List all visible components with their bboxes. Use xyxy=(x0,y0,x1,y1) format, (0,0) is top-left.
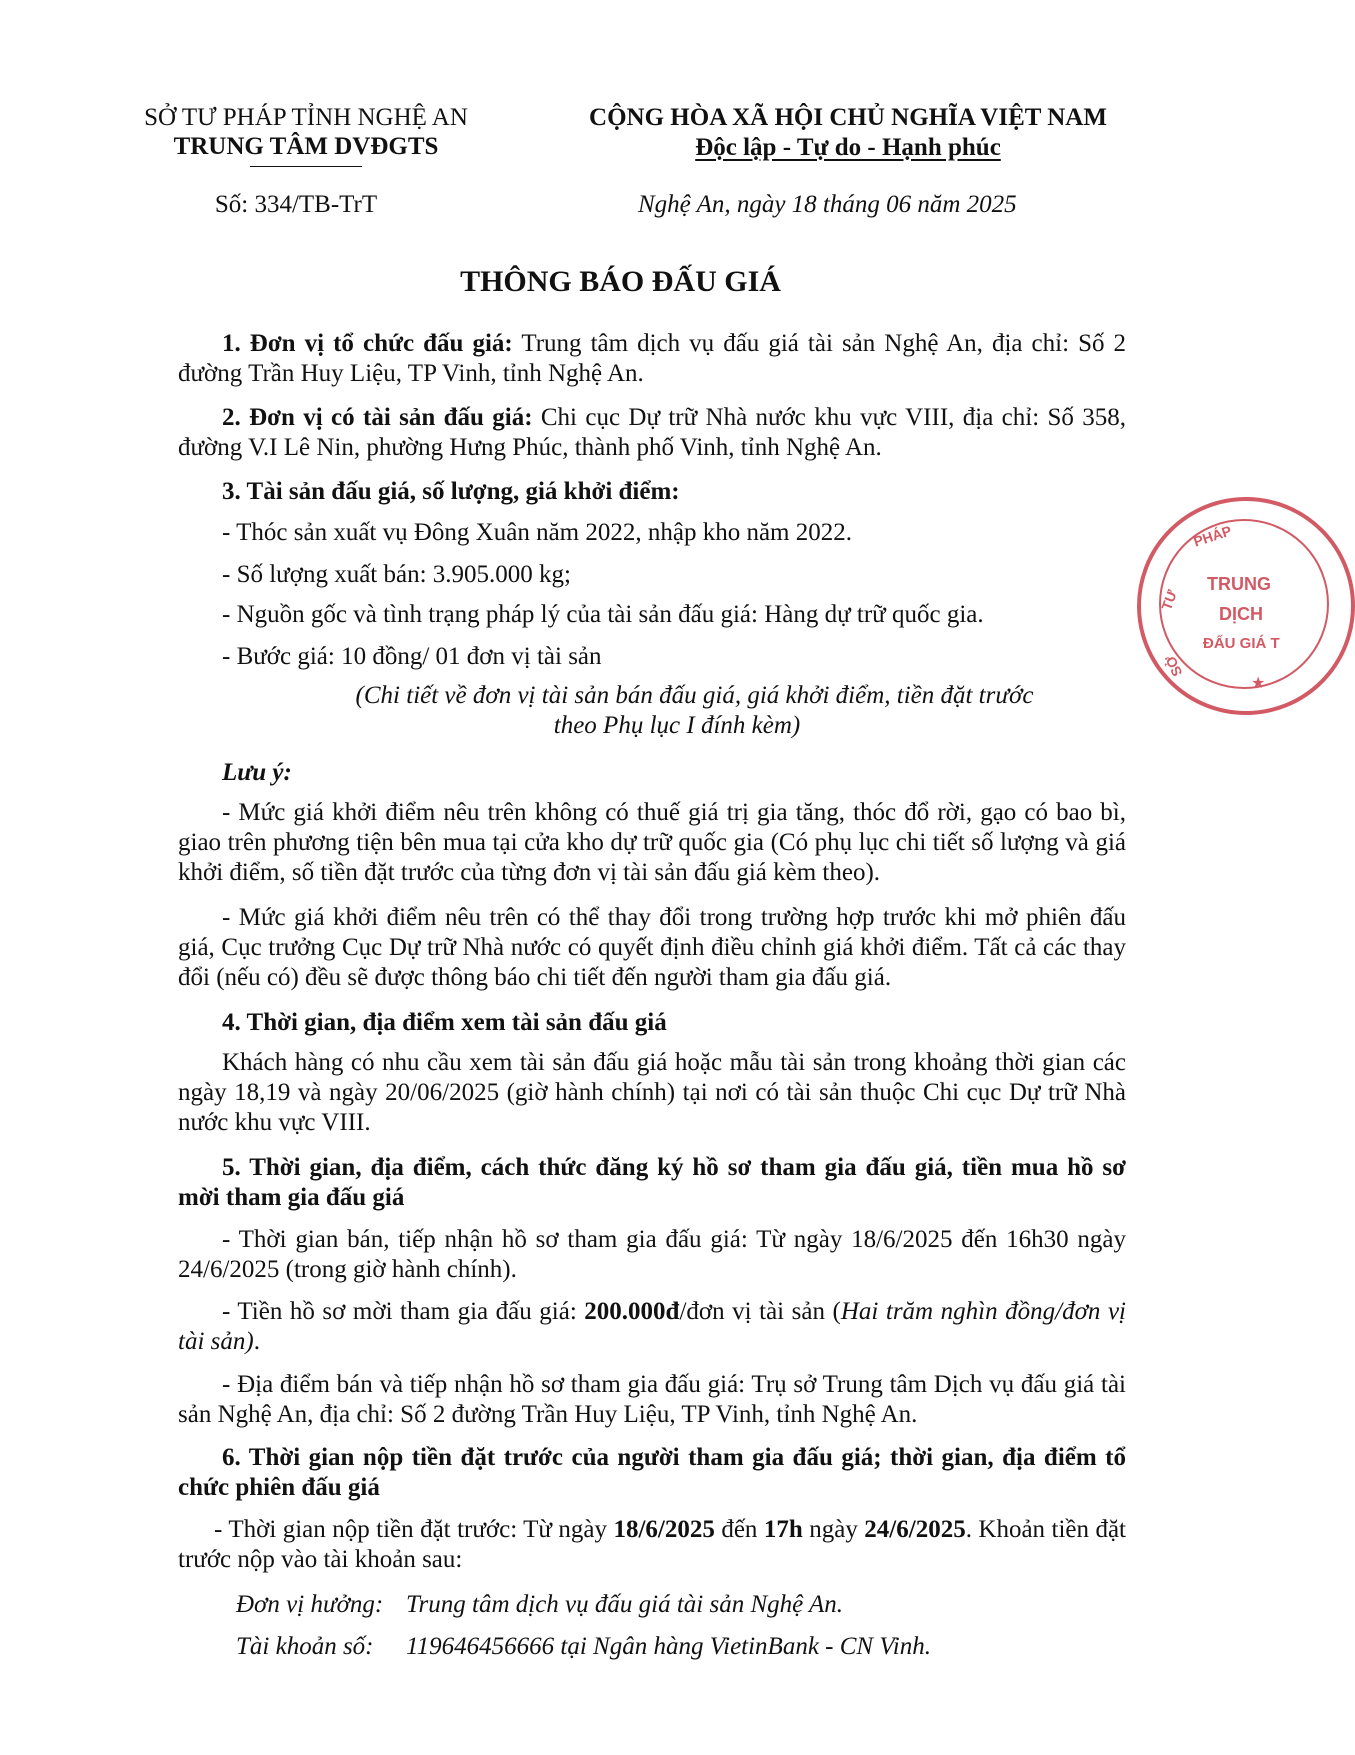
motto: Độc lập - Tự do - Hạnh phúc xyxy=(695,134,1001,161)
beneficiary-value: Trung tâm dịch vụ đấu giá tài sản Nghệ An. xyxy=(406,1591,844,1618)
seal-star-icon: ★ xyxy=(1251,675,1266,692)
section-3-heading: 3. Tài sản đấu giá, số lượng, giá khởi điểm: xyxy=(222,478,680,505)
section-5-paragraph-1-text: - Thời gian bán, tiếp nhận hồ sơ tham gia đấu giá: Từ ngày 18/6/2025 đến 16h30 ngày 24/6/2025 (trong giờ hành chính). xyxy=(178,1226,1126,1283)
section-5-paragraph-3 xyxy=(178,1370,1126,1430)
asset-item xyxy=(178,518,1126,548)
asset-item-text: - Thóc sản xuất vụ Đông Xuân năm 2022, nhập kho năm 2022. xyxy=(222,519,852,546)
account-label: Tài khoản số: xyxy=(236,1633,374,1660)
section-2-label: 2. Đơn vị có tài sản đấu giá: xyxy=(222,404,533,431)
seal-text-left: TƯ xyxy=(1158,587,1181,613)
issuer-department: SỞ TƯ PHÁP TỈNH NGHỆ AN xyxy=(144,104,468,131)
seal-text-line3: ĐẤU GIÁ T xyxy=(1203,635,1280,652)
account-value: 119646456666 tại Ngân hàng VietinBank - CN Vinh. xyxy=(406,1633,931,1660)
deposit-text-a: - Thời gian nộp tiền đặt trước: Từ ngày xyxy=(214,1516,614,1543)
fee-unit: /đơn vị tài sản ( xyxy=(679,1298,841,1325)
asset-item xyxy=(178,560,1126,590)
section-5-heading: 5. Thời gian, địa điểm, cách thức đăng ký hồ sơ tham gia đấu giá, tiền mua hồ sơ mời tham gia đấu giá xyxy=(178,1154,1126,1211)
note-label-row xyxy=(178,758,1126,788)
appendix-note-line1: (Chi tiết về đơn vị tài sản bán đấu giá, giá khởi điểm, tiền đặt trước xyxy=(355,682,1034,709)
section-2-text: Chi cục Dự trữ Nhà nước khu vực VIII, địa chỉ: Số 358, đường V.I Lê Nin, phường Hưng Phúc, thành phố Vinh, tỉnh Nghệ An. xyxy=(178,404,1126,461)
place-date: Nghệ An, ngày 18 tháng 06 năm 2025 xyxy=(638,191,1017,218)
section-5-paragraph-3-text: - Địa điểm bán và tiếp nhận hồ sơ tham gia đấu giá: Trụ sở Trung tâm Dịch vụ đấu giá tài sản Nghệ An, địa chỉ: Số 2 đường Trần Huy Liệu, TP Vinh, tỉnh Nghệ An. xyxy=(178,1371,1126,1428)
section-1 xyxy=(178,329,1126,389)
section-3 xyxy=(178,477,1126,507)
deposit-text-g: . Khoản tiền đặt trước nộp vào tài khoản sau: xyxy=(178,1516,1126,1573)
section-4 xyxy=(178,1008,1126,1038)
asset-item-text: - Bước giá: 10 đồng/ 01 đơn vị tài sản xyxy=(222,643,602,670)
country-name: CỘNG HÒA XÃ HỘI CHỦ NGHĨA VIỆT NAM xyxy=(589,104,1107,131)
fee-period: . xyxy=(253,1328,260,1355)
seal-text-line2: DỊCH xyxy=(1219,604,1263,624)
section-6-heading: 6. Thời gian nộp tiền đặt trước của người tham gia đấu giá; thời gian, địa điểm tổ chức phiên đấu giá xyxy=(178,1444,1126,1501)
note-paragraph-1-text: - Mức giá khởi điểm nêu trên không có thuế giá trị gia tăng, thóc đổ rời, gạo có bao bì, giao trên phương tiện bên mua tại cửa kho dự trữ quốc gia (Có phụ lục chi tiết số lượng và giá khởi điểm, số tiền đặt trước của từng đơn vị tài sản đấu giá kèm theo). xyxy=(178,799,1126,886)
fee-in-words: Hai trăm nghìn đồng/đơn vị tài sản) xyxy=(178,1298,1126,1355)
deposit-start-date: 18/6/2025 xyxy=(613,1516,715,1543)
asset-item-text: - Nguồn gốc và tình trạng pháp lý của tài sản đấu giá: Hàng dự trữ quốc gia. xyxy=(222,601,984,628)
section-5-paragraph-1 xyxy=(178,1225,1126,1285)
seal-text-line1: TRUNG xyxy=(1207,574,1271,594)
note-paragraph-1 xyxy=(178,798,1126,888)
deposit-end-date: 24/6/2025 xyxy=(864,1516,966,1543)
section-5-paragraph-2 xyxy=(178,1297,1126,1357)
section-1-label: 1. Đơn vị tổ chức đấu giá: xyxy=(222,330,513,357)
issuer-underline xyxy=(250,166,362,167)
asset-item-text: - Số lượng xuất bán: 3.905.000 kg; xyxy=(222,561,571,588)
account-row xyxy=(236,1632,1126,1662)
seal-text-left2: SỞ xyxy=(1161,652,1186,680)
deposit-text-c: đến xyxy=(714,1516,764,1543)
section-5 xyxy=(178,1153,1126,1213)
asset-item xyxy=(178,600,1126,630)
beneficiary-label: Đơn vị hưởng: xyxy=(236,1591,384,1618)
note-label: Lưu ý: xyxy=(222,759,292,786)
national-motto-block xyxy=(548,103,1148,163)
appendix-note xyxy=(178,681,1126,741)
section-4-body xyxy=(178,1048,1126,1138)
section-6-paragraph-1 xyxy=(178,1515,1126,1575)
section-6 xyxy=(178,1443,1126,1503)
fee-amount: 200.000đ xyxy=(584,1298,680,1325)
fee-label: - Tiền hồ sơ mời tham gia đấu giá: xyxy=(222,1298,585,1325)
deposit-end-time: 17h xyxy=(763,1516,803,1543)
section-4-text: Khách hàng có nhu cầu xem tài sản đấu giá hoặc mẫu tài sản trong khoảng thời gian các ngày 18,19 và ngày 20/06/2025 (giờ hành chính) tại nơi có tài sản thuộc Chi cục Dự trữ Nhà nước khu vực VIII. xyxy=(178,1049,1126,1136)
seal-text-top: PHÁP xyxy=(1191,522,1234,550)
issuer-center: TRUNG TÂM DVĐGTS xyxy=(173,133,439,160)
page-title: THÔNG BÁO ĐẤU GIÁ xyxy=(460,265,781,298)
section-4-heading: 4. Thời gian, địa điểm xem tài sản đấu giá xyxy=(222,1009,667,1036)
deposit-text-e: ngày xyxy=(802,1516,865,1543)
note-paragraph-2-text: - Mức giá khởi điểm nêu trên có thể thay đổi trong trường hợp trước khi mở phiên đấu giá, Cục trưởng Cục Dự trữ Nhà nước có quyết định điều chỉnh giá khởi điểm. Tất cả các thay đổi (nếu có) đều sẽ được thông báo chi tiết đến người tham gia đấu giá. xyxy=(178,904,1126,991)
document-number: Số: 334/TB-TrT xyxy=(214,191,378,218)
issuer-block xyxy=(96,103,516,167)
asset-item xyxy=(178,642,1126,672)
note-paragraph-2 xyxy=(178,903,1126,993)
beneficiary-row xyxy=(236,1590,1126,1620)
appendix-note-line2: theo Phụ lục I đính kèm) xyxy=(553,712,801,739)
section-2 xyxy=(178,403,1126,463)
official-seal xyxy=(1137,497,1355,715)
section-1-text: Trung tâm dịch vụ đấu giá tài sản Nghệ An, địa chỉ: Số 2 đường Trần Huy Liệu, TP Vinh, tỉnh Nghệ An. xyxy=(178,330,1127,387)
